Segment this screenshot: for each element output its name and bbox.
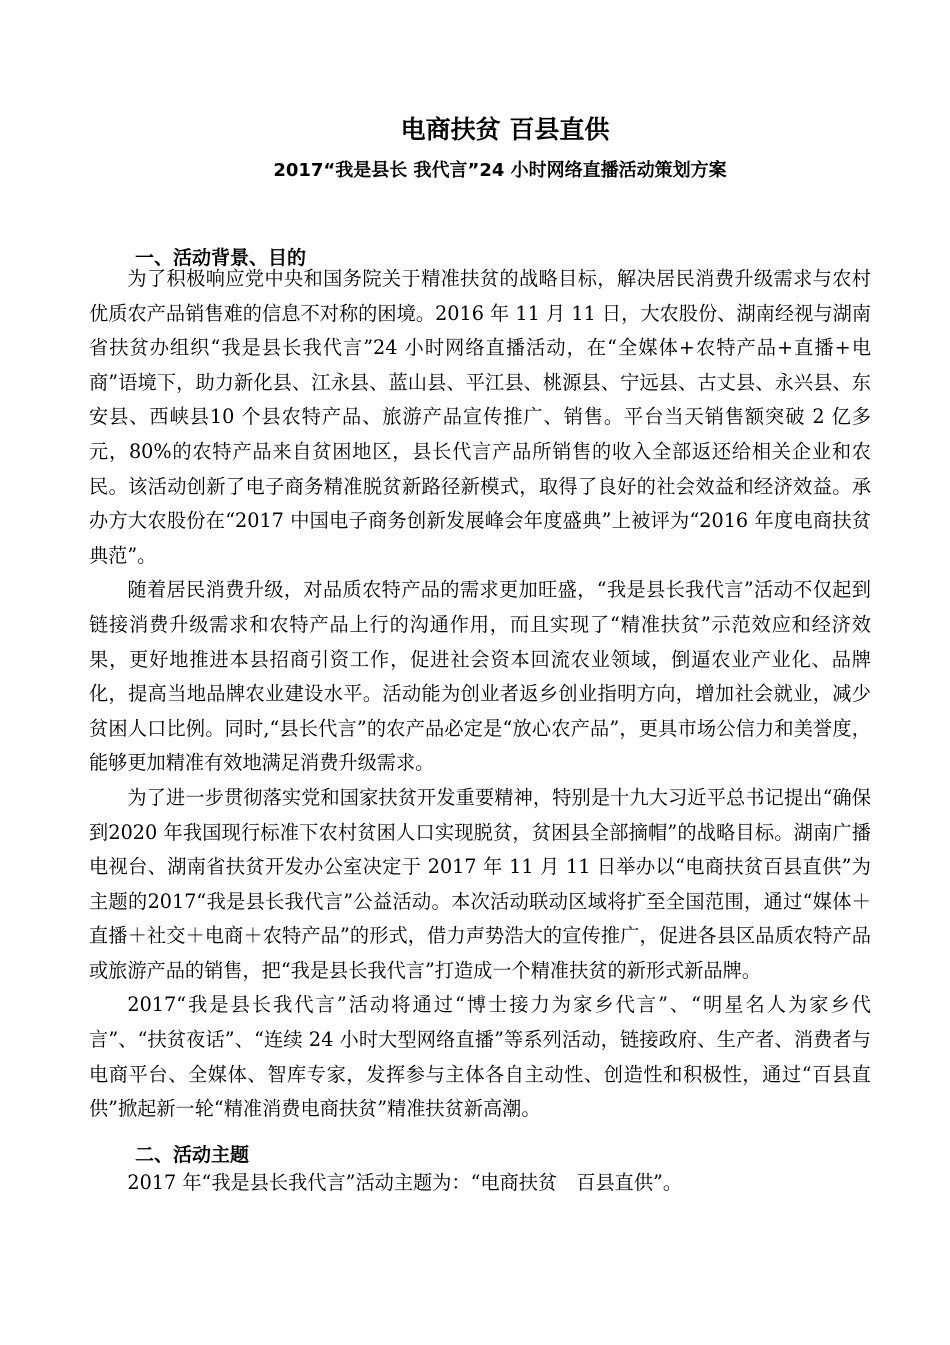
section-heading-background: 一、活动背景、目的 xyxy=(135,247,307,269)
document-title: 电商扶贫 百县直供 xyxy=(400,115,610,144)
paragraph: 2017 年“我是县长我代言”活动主题为：“电商扶贫 百县直供”。 xyxy=(127,1171,683,1194)
section-body-theme xyxy=(89,1166,871,1201)
paragraph: 为了进一步贯彻落实党和国家扶贫开发重要精神，特别是十九大习近平总书记提出“确保到2020 年我国现行标准下农村贫困人口实现脱贫，贫困县全部摘帽”的战略目标。湖南广播电视台、湖南省扶贫开发办公室决定于 2017 年 11 月 11 日举办以“电商扶贫百县直供”为主题的2017“我是县长我代言”公益活动。本次活动联动区域将扩至全国范围，通过“媒体＋直播＋社交＋电商＋农特产品”的形式，借力声势浩大的宣传推广，促进各县区品质农特产品或旅游产品的销售，把“我是县长我代言”打造成一个精准扶贫的新形式新品牌。 xyxy=(89,785,871,982)
section-heading-theme: 二、活动主题 xyxy=(135,1144,250,1166)
paragraph: 为了积极响应党中央和国务院关于精准扶贫的战略目标，解决居民消费升级需求与农村优质农产品销售难的信息不对称的困境。2016 年 11 月 11 日，大农股份、湖南经视与湖南省扶贫办组织“我是县长我代言”24 小时网络直播活动，在“全媒体+农特产品+直播+电商”语境下，助力新化县、江永县、蓝山县、平江县、桃源县、宁远县、古丈县、永兴县、东安县、西峡县10 个县农特产品、旅游产品宣传推广、销售。平台当天销售额突破 2 亿多元，80%的农特产品来自贫困地区，县长代言产品所销售的收入全部返还给相关企业和农民。该活动创新了电子商务精准脱贫新路径新模式，取得了良好的社会效益和经济效益。承办方大农股份在“2017 中国电子商务创新发展峰会年度盛典”上被评为“2016 年度电商扶贫典范”。 xyxy=(89,267,871,567)
paragraph: 随着居民消费升级，对品质农特产品的需求更加旺盛，“我是县长我代言”活动不仅起到链接消费升级需求和农特产品上行的沟通作用，而且实现了“精准扶贫”示范效应和经济效果，更好地推进本县招商引资工作，促进社会资本回流农业领域，倒逼农业产业化、品牌化，提高当地品牌农业建设水平。活动能为创业者返乡创业指明方向，增加社会就业，减少贫困人口比例。同时,“县长代言”的农产品必定是“放心农产品”，更具市场公信力和美誉度，能够更加精准有效地满足消费升级需求。 xyxy=(89,578,871,775)
document-subtitle: 2017“我是县长 我代言”24 小时网络直播活动策划方案 xyxy=(273,160,727,181)
section-body-background xyxy=(89,262,871,1127)
paragraph: 2017“我是县长我代言”活动将通过“博士接力为家乡代言”、“明星名人为家乡代言”、“扶贫夜话”、“连续 24 小时大型网络直播”等系列活动，链接政府、生产者、消费者与电商平台、全媒体、智库专家，发挥参与主体各自主动性、创造性和积极性，通过“百县直供”掀起新一轮“精准消费电商扶贫”精准扶贫新高潮。 xyxy=(89,993,871,1121)
